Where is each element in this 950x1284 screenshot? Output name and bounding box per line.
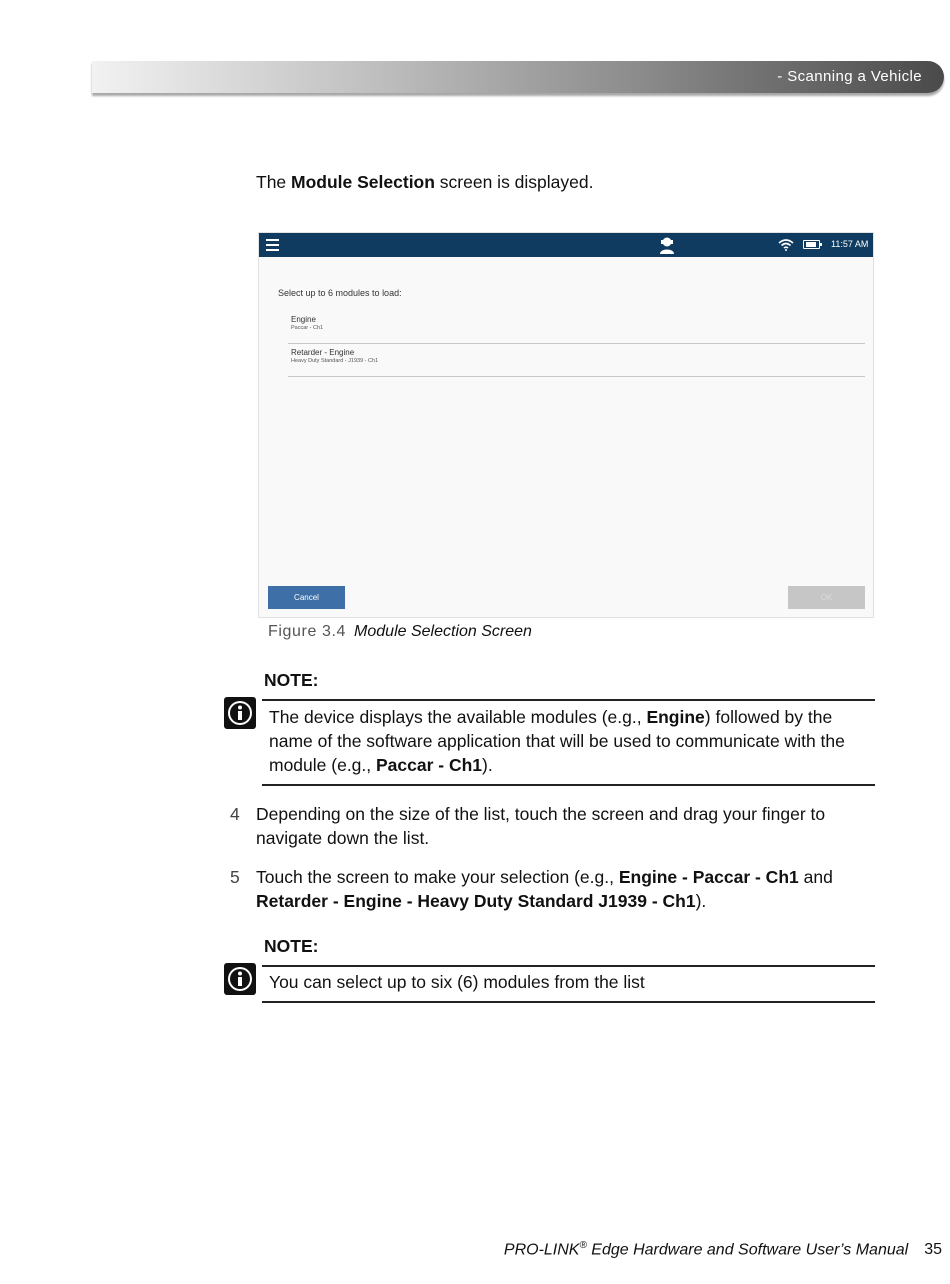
menu-icon[interactable] — [266, 239, 279, 254]
wifi-icon — [778, 238, 794, 251]
figure-caption — [268, 623, 532, 641]
note-label: NOTE: — [264, 936, 319, 956]
note-text: You can select up to six (6) modules from the list — [269, 972, 645, 992]
cancel-button[interactable]: Cancel — [268, 586, 345, 609]
note-text-bold: Paccar - Ch1 — [376, 755, 483, 775]
figure-title: Module Selection Screen — [354, 623, 532, 640]
step-text-bold: Engine - Paccar - Ch1 — [618, 867, 799, 887]
ok-button[interactable]: OK — [788, 586, 865, 609]
figure-number: Figure 3.4 — [268, 623, 347, 640]
module-item-engine[interactable] — [288, 313, 865, 344]
note-text-bold: Engine — [646, 707, 705, 727]
step-text-part: Touch the screen to make your selection (e.g., — [256, 867, 619, 887]
technician-icon — [659, 236, 675, 254]
note-divider-top — [262, 699, 875, 701]
registered-mark: ® — [579, 1240, 587, 1251]
step-text — [256, 865, 876, 913]
step-text-part: ). — [695, 891, 707, 911]
note-text-part: ). — [482, 755, 493, 775]
section-title: - Scanning a Vehicle — [777, 68, 922, 85]
note-text — [269, 705, 875, 777]
module-name: Retarder - Engine — [291, 348, 355, 357]
step-text: Depending on the size of the list, touch the screen and drag your finger to navigate down the list. — [256, 804, 826, 848]
note-text-part: The device displays the available modules (e.g., — [269, 707, 647, 727]
step-number: 4 — [230, 804, 240, 824]
device-status-bar — [259, 233, 873, 257]
intro-bold: Module Selection — [291, 172, 435, 192]
section-header-bar — [92, 61, 944, 93]
note-divider-top — [262, 965, 875, 967]
page-footer — [504, 1240, 942, 1259]
intro-prefix: The — [256, 172, 292, 192]
device-prompt: Select up to 6 modules to load: — [278, 288, 402, 298]
module-app: Paccar - Ch1 — [291, 325, 324, 331]
footer-title-pre: PRO-LINK — [503, 1241, 580, 1259]
footer-title-post: Edge Hardware and Software User’s Manual — [586, 1241, 909, 1259]
module-item-retarder-engine[interactable] — [288, 346, 865, 377]
step-text-part: and — [798, 867, 833, 887]
module-name: Engine — [291, 315, 316, 324]
note-divider-bottom — [262, 784, 875, 786]
info-icon — [224, 697, 256, 729]
device-clock: 11:57 AM — [831, 239, 869, 249]
module-app: Heavy Duty Standard - J1939 - Ch1 — [291, 358, 379, 364]
intro-suffix: screen is displayed. — [434, 172, 594, 192]
module-selection-screenshot — [258, 232, 874, 618]
step-number: 5 — [230, 867, 240, 887]
page-number: 35 — [924, 1241, 942, 1259]
note-text-part: ) followed by the name of the software application that will be used to communicate with the module (e.g., — [269, 707, 845, 775]
intro-paragraph — [256, 172, 594, 193]
info-icon — [224, 963, 256, 995]
battery-icon — [803, 240, 820, 249]
step-text-bold: Retarder - Engine - Heavy Duty Standard J1939 - Ch1 — [256, 891, 696, 911]
note-divider-bottom — [262, 1001, 875, 1003]
note-label: NOTE: — [264, 670, 319, 690]
